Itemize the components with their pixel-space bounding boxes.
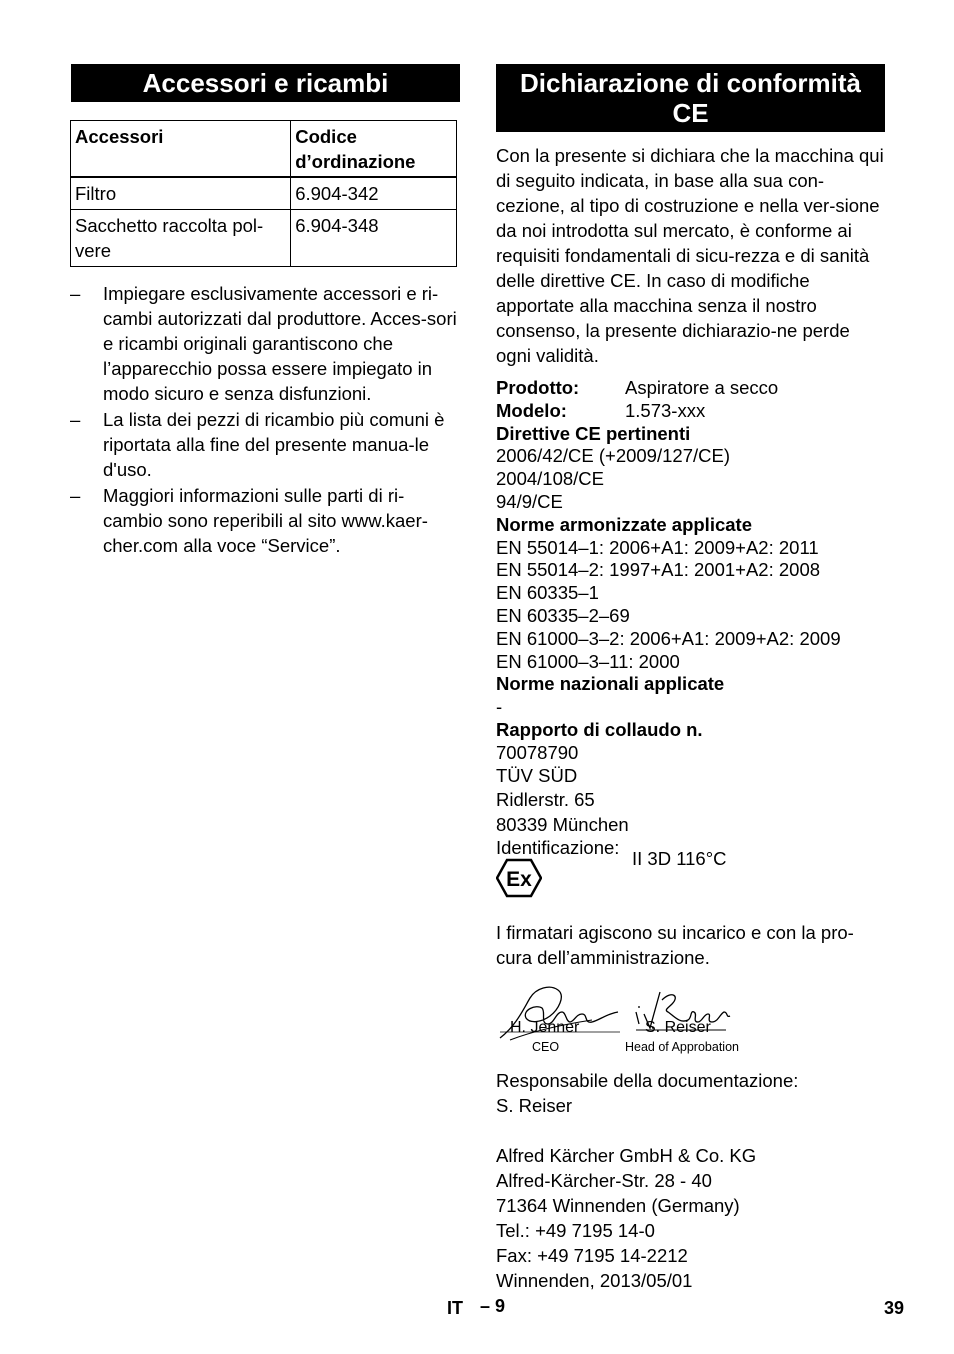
signer2-role: Head of Approbation (625, 1040, 739, 1055)
company-line: Alfred Kärcher GmbH & Co. KG (496, 1145, 757, 1167)
company-address (496, 1143, 885, 1293)
model-row (496, 400, 885, 423)
model-label: Modelo: (496, 399, 567, 421)
product-value: Aspiratore a secco (625, 377, 779, 398)
standard-item: EN 55014–1: 2006+A1: 2009+A2: 2011 (496, 536, 819, 558)
signer2-name: S. Reiser (645, 1019, 711, 1037)
standard-item: EN 60335–2–69 (496, 604, 630, 626)
dash-bullet: – (70, 485, 81, 506)
directive-item: 94/9/CE (496, 490, 563, 512)
company-line: Fax: +49 7195 14-2212 (496, 1245, 688, 1267)
harmonized-title: Norme armonizzate applicate (496, 513, 752, 535)
footer-section-page: – 9 (480, 1296, 506, 1316)
standard-item: EN 61000–3–2: 2006+A1: 2009+A2: 2009 (496, 627, 841, 649)
doc-responsible (496, 1068, 885, 1118)
table-header-codice: Codice d’ordinazione (291, 121, 457, 178)
dash-bullet: – (70, 409, 81, 430)
signatories-text: I firmatari agiscono su incarico e con la pro-cura dell’amministrazione. (496, 922, 854, 969)
table-cell: Sacchetto raccolta pol-vere (71, 210, 291, 267)
company-line: Alfred-Kärcher-Str. 28 - 40 (496, 1170, 712, 1192)
ex-symbol-text: Ex (506, 868, 532, 892)
directive-item: 2004/108/CE (496, 468, 605, 490)
signer1-name: H. Jenner (510, 1019, 580, 1037)
heading-line: CE (672, 98, 709, 128)
signature-block (496, 970, 885, 1068)
note-text: Impiegare esclusivamente accessori e ri-cambi autorizzati dal produttore. Acces-sori e ricambi originali garantiscono che l’apparecchio possa essere impiegato in modo sicuro e senza disfunzioni. (103, 283, 457, 404)
ex-hexagon-icon (496, 858, 542, 898)
notes-list (71, 281, 460, 558)
dash-bullet: – (70, 283, 81, 304)
right-column (496, 64, 885, 1293)
note-text: La lista dei pezzi di ricambio più comuni è riportata alla fine del presente manua-le d'uso. (103, 409, 445, 480)
table-cell: 6.904-348 (291, 210, 457, 267)
heading-line: Dichiarazione di conformità (520, 68, 861, 98)
standard-item: EN 55014–2: 1997+A1: 2001+A2: 2008 (496, 559, 821, 581)
list-item (71, 483, 460, 558)
doc-responsible-name: S. Reiser (496, 1095, 573, 1117)
company-line: Tel.: +49 7195 14-0 (496, 1220, 655, 1242)
company-line: Winnenden, 2013/05/01 (496, 1270, 693, 1292)
section-heading-declaration (496, 64, 885, 132)
identification-label: Identificazione: (496, 837, 620, 859)
directives-title: Direttive CE pertinenti (496, 422, 691, 444)
national-title: Norme nazionali applicate (496, 673, 725, 695)
table-row (71, 177, 457, 210)
note-text: Maggiori informazioni sulle parti di ri-cambio sono reperibili al sito www.kaer-cher.com alla voce “Service”. (103, 485, 428, 556)
declaration-intro: Con la presente si dichiara che la macchina qui di seguito indicata, in base alla sua con-cezione, al tipo di costruzione e nella ver-sione da noi introdotta sul mercato, è conforme ai requisiti fondamentali di sicu-rezza e di sanità delle direttive CE. In caso di modifiche apportate alla macchina senza il nostro consenso, la presente dichiarazio-ne perde ogni validità. (496, 145, 884, 366)
table-header-row (71, 121, 457, 178)
product-row (496, 377, 885, 400)
national-value: - (496, 696, 503, 718)
product-label: Prodotto: (496, 377, 580, 398)
test-report-title: Rapporto di collaudo n. (496, 718, 703, 740)
list-item (71, 407, 460, 482)
accessories-table (70, 120, 457, 267)
test-report-line: TÜV SÜD (496, 764, 578, 786)
standard-item: EN 60335–1 (496, 582, 599, 604)
ex-code: II 3D 116°C (632, 848, 727, 870)
table-cell: 6.904-342 (291, 177, 457, 210)
model-value: 1.573-xxx (625, 399, 706, 421)
doc-responsible-label: Responsabile della documentazione: (496, 1070, 799, 1092)
list-item (71, 281, 460, 406)
address-line: Ridlerstr. 65 (496, 789, 595, 811)
table-row (71, 210, 457, 267)
signer1-role: CEO (532, 1040, 560, 1055)
section-heading-accessories: Accessori e ricambi (71, 64, 460, 102)
address-line: 80339 München (496, 814, 629, 836)
test-report-line: 70078790 (496, 741, 579, 763)
standard-item: EN 61000–3–11: 2000 (496, 650, 680, 672)
declaration-facts (496, 377, 885, 904)
left-column (71, 64, 460, 559)
footer-language: IT (447, 1298, 463, 1318)
footer-page-number: 39 (884, 1298, 905, 1318)
company-line: 71364 Winnenden (Germany) (496, 1195, 740, 1217)
directive-item: 2006/42/CE (+2009/127/CE) (496, 445, 730, 467)
table-cell: Filtro (71, 177, 291, 210)
table-header-accessori: Accessori (71, 121, 291, 178)
